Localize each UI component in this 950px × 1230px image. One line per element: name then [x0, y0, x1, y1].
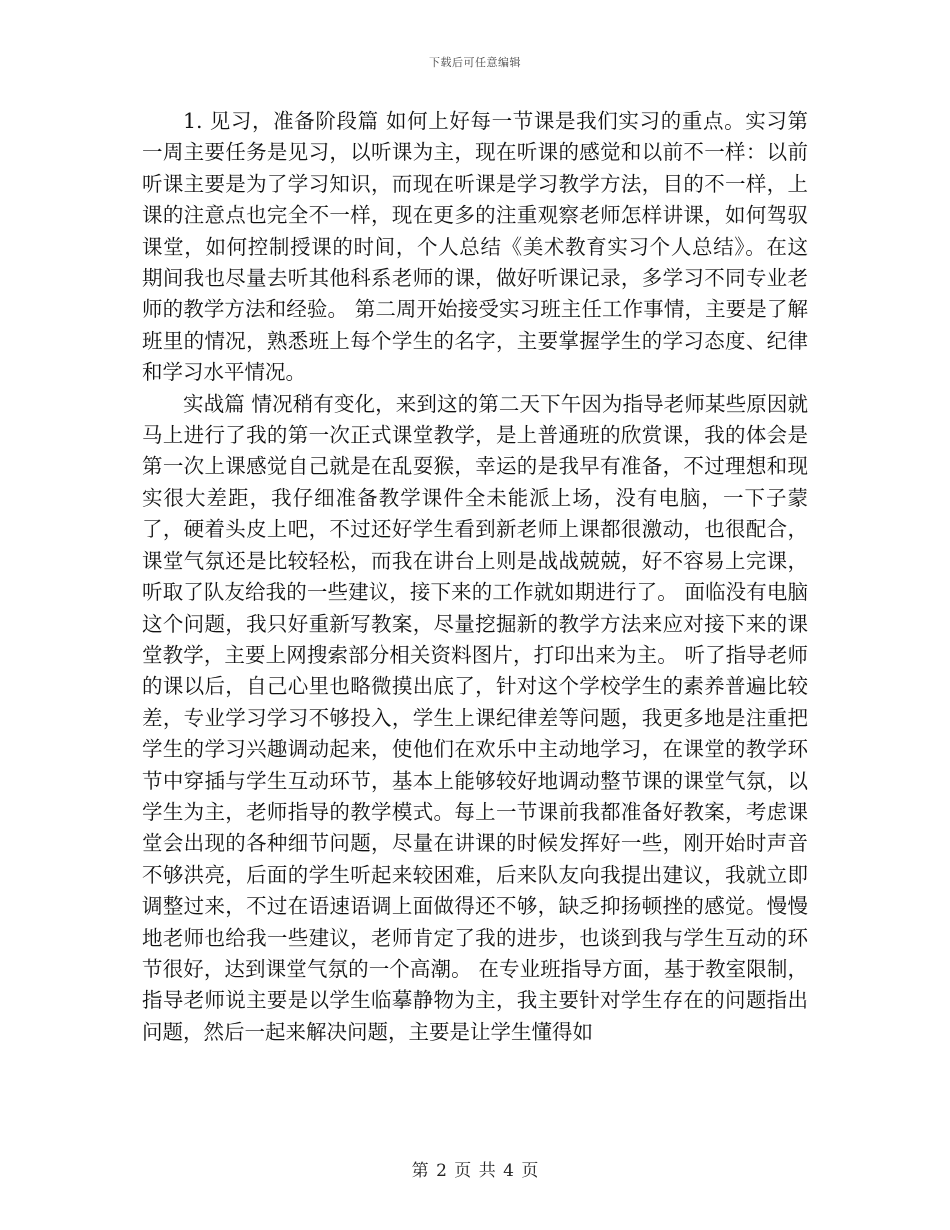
page-number: 第 2 页 共 4 页 [411, 1161, 539, 1181]
page-header: 下载后可任意编辑 [429, 56, 521, 69]
paragraph-2: 实战篇 情况稍有变化，来到这的第二天下午因为指导老师某些原因就马上进行了我的第一次正式课堂教学，是上普通班的欣赏课，我的体会是第一次上课感觉自己就是在乱耍猴，幸运的是我早有准备，不过理想和现实很大差距，我仔细准备教学课件全未能派上场，没有电脑，一下子蒙了，硬着头皮上吧，不过还好学生看到新老师上课都很激动，也很配合，课堂气氛还是比较轻松，而我在讲台上则是战战兢兢，好不容易上完课，听取了队友给我的一些建议，接下来的工作就如期进行了。 面临没有电脑这个问题，我只好重新写教案，尽量挖掘新的教学方法来应对接下来的课堂教学，主要上网搜索部分相关资料图片，打印出来为主。 听了指导老师的课以后，自己心里也略微摸出底了，针对这个学校学生的素养普遍比较差，专业学习学习不够投入，学生上课纪律差等问题，我更多地是注重把学生的学习兴趣调动起来，使他们在欢乐中主动地学习，在课堂的教学环节中穿插与学生互动环节，基本上能够较好地调动整节课的课堂气氛，以学生为主，老师指导的教学模式。每上一节课前我都准备好教案，考虑课堂会出现的各种细节问题，尽量在讲课的时候发挥好一些，刚开始时声音不够洪亮，后面的学生听起来较困难，后来队友向我提出建议，我就立即调整过来，不过在语速语调上面做得还不够，缺乏抑扬顿挫的感觉。慢慢地老师也给我一些建议，老师肯定了我的进步，也谈到我与学生互动的环节很好，达到课堂气氛的一个高潮。 在专业班指导方面，基于教室限制，指导老师说主要是以学生临摹静物为主，我主要针对学生存在的问题指出问题，然后一起来解决问题，主要是让学生懂得如 [142, 391, 808, 1044]
paragraph-1: 1. 见习，准备阶段篇 如何上好每一节课是我们实习的重点。实习第一周主要任务是见习，以听课为主，现在听课的感觉和以前不一样：以前听课主要是为了学习知识，而现在听课是学习教学方法，目的不一样，上课的注意点也完全不一样，现在更多的注重观察老师怎样讲课，如何驾驭课堂，如何控制授课的时间，个人总结《美术教育实习个人总结》。在这期间我也尽量去听其他科系老师的课，做好听课记录，多学习不同专业老师的教学方法和经验。 第二周开始接受实习班主任工作事情，主要是了解班里的情况，熟悉班上每个学生的名字，主要掌握学生的学习态度、纪律和学习水平情况。 [142, 109, 808, 385]
document-body [142, 106, 808, 1048]
